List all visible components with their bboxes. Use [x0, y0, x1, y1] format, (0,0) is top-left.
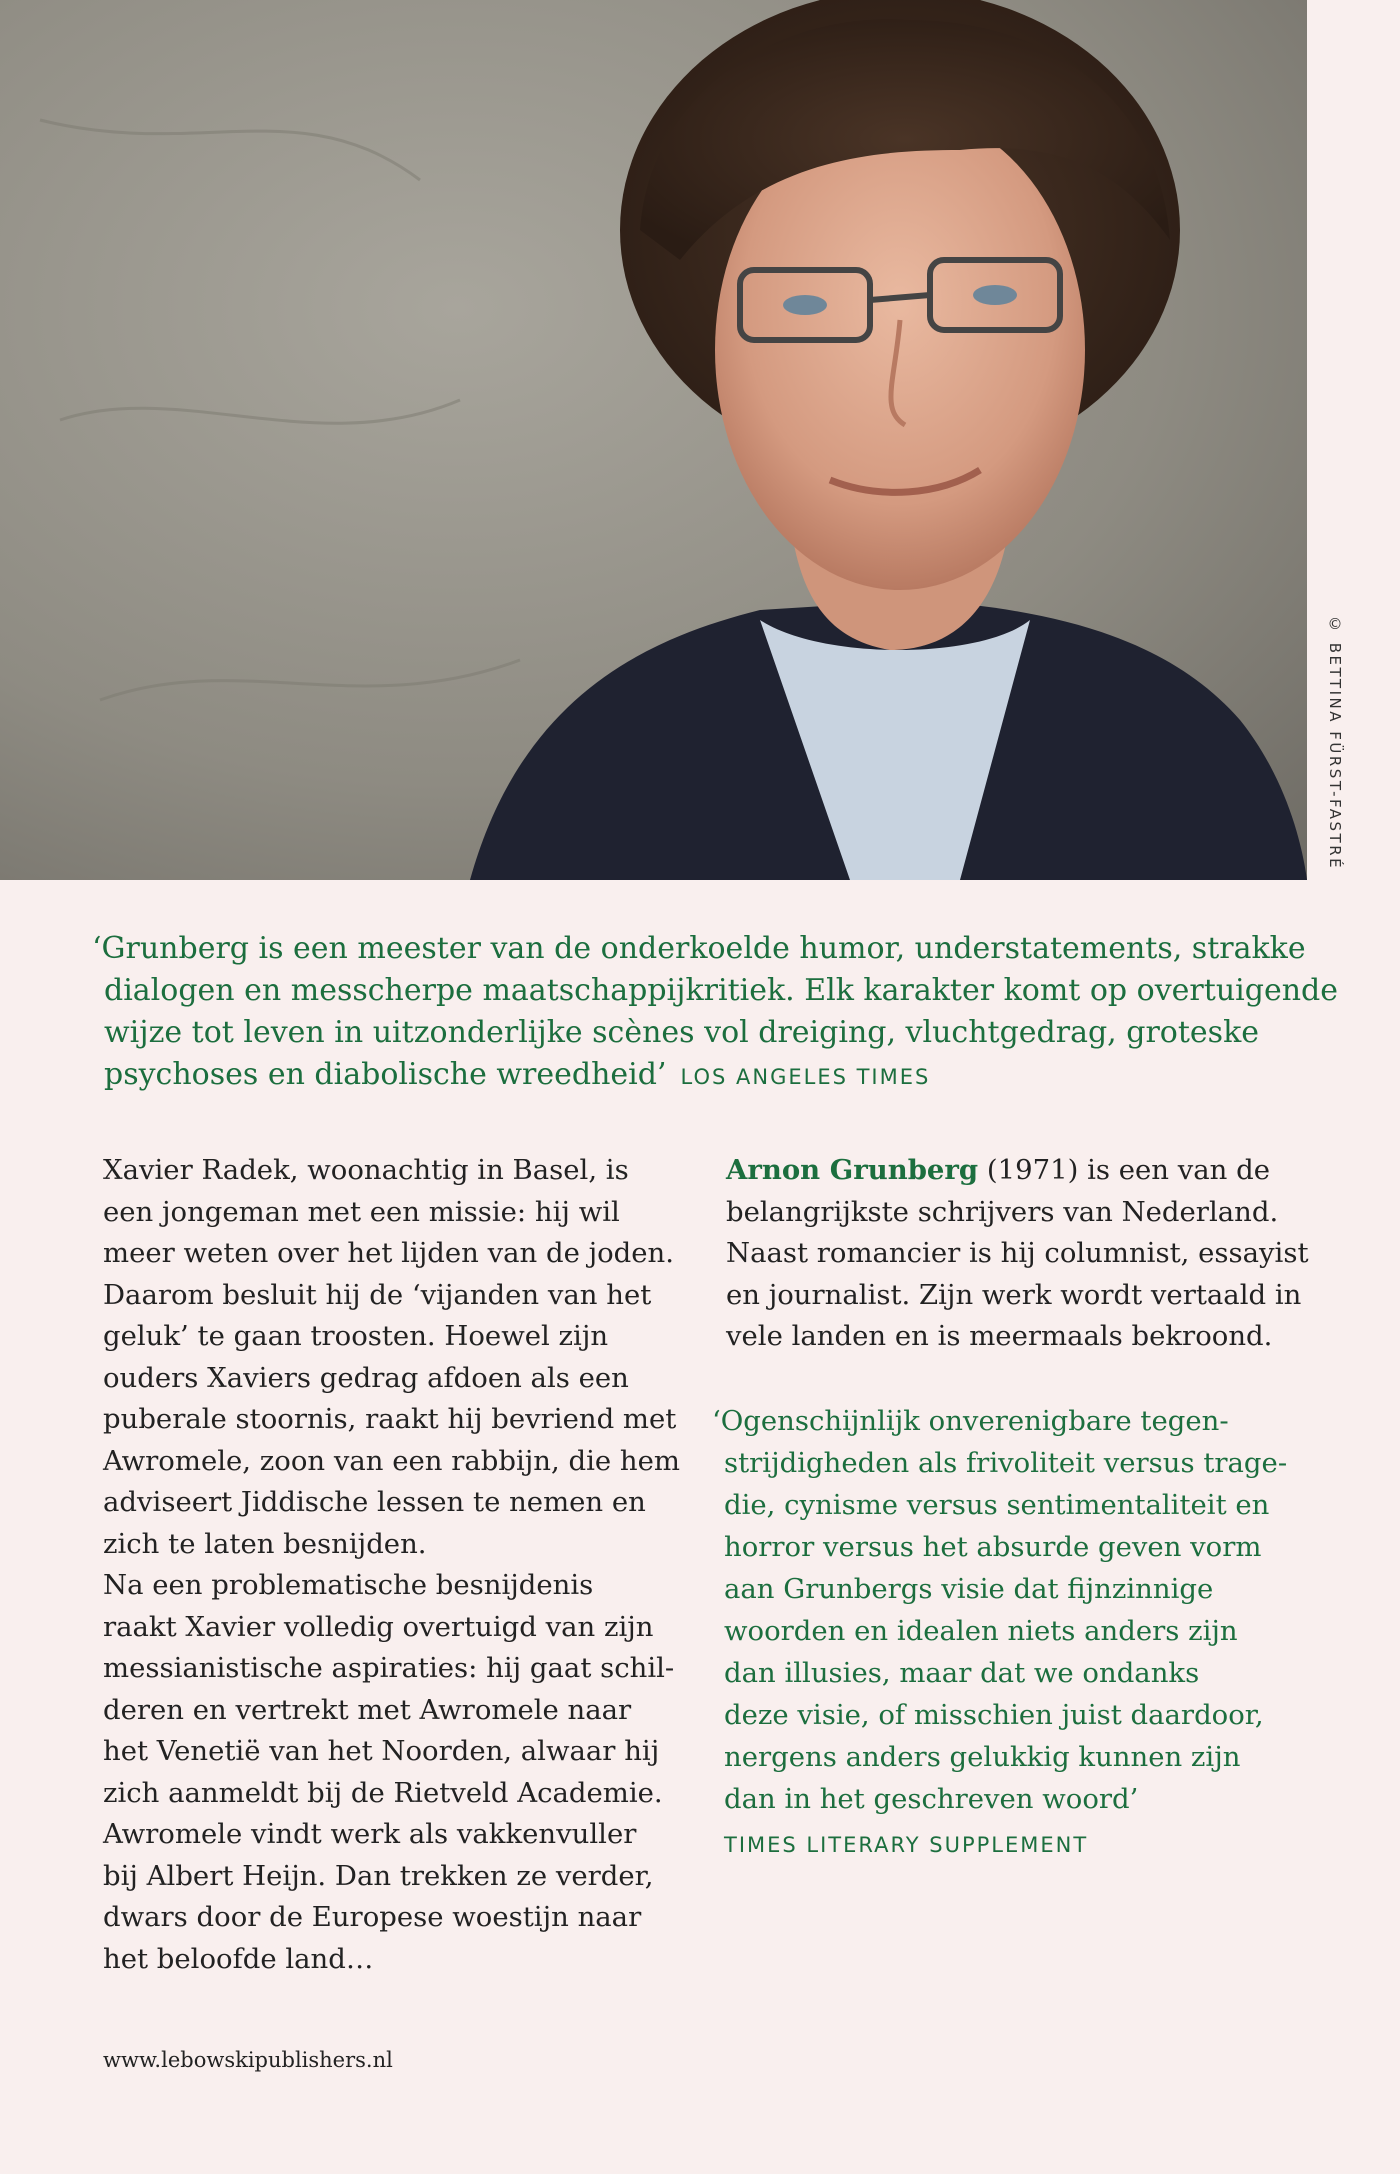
quote-line: die, cynisme versus sentimentaliteit en	[724, 1489, 1270, 1521]
quote-line-last	[92, 1054, 1292, 1098]
author-photo	[0, 0, 1307, 880]
quote-line: dan illusies, maar dat we ondanks	[724, 1657, 1200, 1689]
synopsis-line: ouders Xaviers gedrag afdoen als een	[103, 1361, 629, 1394]
quote-line: ‘Ogenschijnlijk onverenigbare tegen-	[712, 1405, 1229, 1437]
synopsis-line: adviseert Jiddische lessen te nemen en	[103, 1486, 646, 1518]
quote-line: dan in het geschreven woord’	[724, 1783, 1139, 1815]
quote-line: horror versus het absurde geven vorm	[724, 1531, 1262, 1563]
bio-first-line	[726, 1150, 1346, 1192]
bio-line: Naast romancier is hij columnist, essayist	[726, 1237, 1309, 1269]
author-portrait-image	[0, 0, 1307, 880]
quote-line: ‘Grunberg is een meester van de onderkoelde humor, understatements, strakke	[92, 931, 1306, 966]
top-review-quote	[92, 928, 1338, 1098]
synopsis-line: Daarom besluit hij de ‘vijanden van het	[103, 1278, 652, 1311]
quote-line-text: psychoses en diabolische wreedheid’	[104, 1057, 667, 1092]
synopsis-line: geluk’ te gaan troosten. Hoewel zijn	[103, 1320, 609, 1352]
synopsis-line: zich te laten besnijden.	[103, 1527, 427, 1560]
bio-first-line-text: (1971) is een van de	[978, 1154, 1270, 1186]
synopsis-line: dwars door de Europese woestijn naar	[103, 1901, 642, 1933]
quote-line: aan Grunbergs visie dat fijnzinnige	[724, 1573, 1214, 1605]
bio-line: vele landen en is meermaals bekroond.	[726, 1320, 1273, 1352]
synopsis-line: Awromele vindt werk als vakkenvuller	[103, 1818, 637, 1850]
synopsis-line: deren en vertrekt met Awromele naar	[103, 1693, 632, 1726]
synopsis-line: messianistische aspiraties: hij gaat schil-	[103, 1652, 675, 1684]
publisher-website: www.lebowskipublishers.nl	[103, 2048, 393, 2072]
synopsis-line: het beloofde land…	[103, 1942, 374, 1975]
synopsis-line: meer weten over het lijden van de joden.	[103, 1237, 675, 1269]
right-review-quote	[712, 1400, 1352, 1866]
quote-line: deze visie, of misschien juist daardoor,	[724, 1699, 1264, 1731]
synopsis	[103, 1150, 703, 1980]
bio-line: en journalist. Zijn werk wordt vertaald in	[726, 1278, 1302, 1311]
author-bio	[726, 1150, 1346, 1358]
quote-line: wijze tot leven in uitzonderlijke scènes vol dreiging, vluchtgedrag, groteske	[104, 1015, 1259, 1050]
synopsis-line: zich aanmeldt bij de Rietveld Academie.	[103, 1776, 663, 1809]
synopsis-line: een jongeman met een missie: hij wil	[103, 1195, 620, 1228]
bio-line: belangrijkste schrijvers van Nederland.	[726, 1195, 1279, 1228]
synopsis-line: het Venetië van het Noorden, alwaar hij	[103, 1735, 660, 1767]
quote-line: woorden en idealen niets anders zijn	[724, 1615, 1238, 1647]
synopsis-line: raakt Xavier volledig overtuigd van zijn	[103, 1610, 654, 1643]
quote-source: LOS ANGELES TIMES	[680, 1065, 931, 1089]
quote-line: strijdigheden als frivoliteit versus trage-	[724, 1447, 1288, 1479]
synopsis-line: puberale stoornis, raakt hij bevriend met	[103, 1403, 677, 1435]
author-name: Arnon Grunberg	[726, 1154, 979, 1186]
photo-credit: © BETTINA FÜRST-FASTRÉ	[1326, 615, 1344, 871]
synopsis-line: Xavier Radek, woonachtig in Basel, is	[103, 1154, 629, 1186]
quote-source: TIMES LITERARY SUPPLEMENT	[724, 1833, 1089, 1857]
synopsis-line: Na een problematische besnijdenis	[103, 1569, 594, 1601]
quote-line: dialogen en messcherpe maatschappijkritiek. Elk karakter komt op overtuigende	[104, 973, 1338, 1008]
synopsis-line: Awromele, zoon van een rabbijn, die hem	[103, 1444, 680, 1477]
quote-line: nergens anders gelukkig kunnen zijn	[724, 1741, 1241, 1773]
synopsis-line: bij Albert Heijn. Dan trekken ze verder,	[103, 1859, 654, 1892]
